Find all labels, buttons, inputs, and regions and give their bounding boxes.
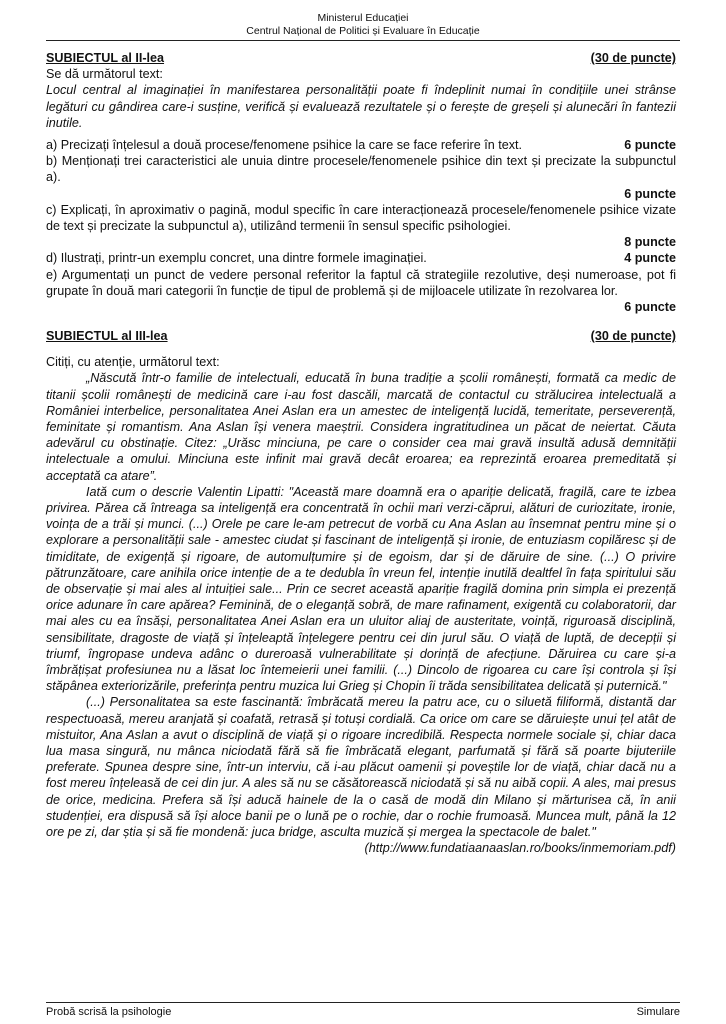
item-d bbox=[46, 250, 676, 266]
item-c-points: 8 puncte bbox=[624, 235, 676, 250]
item-e-text: e) Argumentați un punct de vedere personal referitor la faptul că strategiile rezolutive, deși numeroase, pot fi grupate în două mari categorii în funcție de tipul de problemă și de mijloacele utilizate în rezolvarea lor. bbox=[46, 267, 676, 298]
item-a-points: 6 puncte bbox=[624, 138, 676, 153]
section-2-heading bbox=[46, 50, 676, 66]
section-2 bbox=[46, 50, 676, 315]
text-source: (http://www.fundatiaanaaslan.ro/books/inmemoriam.pdf) bbox=[364, 841, 676, 856]
item-b-points: 6 puncte bbox=[624, 186, 676, 201]
header-divider bbox=[46, 40, 680, 41]
item-b-text: b) Menționați trei caracteristici ale unuia dintre procesele/fenomenele psihice din text și precizate la subpunctul a). bbox=[46, 154, 676, 185]
section-2-title: SUBIECTUL al II-lea bbox=[46, 51, 165, 65]
page-footer bbox=[46, 1006, 680, 1018]
page-header bbox=[0, 12, 726, 38]
text-paragraph-3: (...) Personalitatea sa este fascinantă: îmbrăcată mereu la patru ace, cu o siluetă filiformă, distantă dar respectuoasă, mereu aranjată și coafată, retrasă și totuși cordială. Ca orice om care se dăruiește unui țel atât de mistuitor, Ana Aslan a avut o disciplină de viață și o rigoare incredibilă. Respecta normele sociale și, chiar daca lua masa singură, nu mânca niciodată fără să fie îmbrăcată elegant, parfumată și fără să poarte bijuteriile preferate. Spunea despre sine, într-un interviu, că i-au plăcut oamenii și poveștile lor de viață, chiar dacă nu a fost mereu înțeleasă de cei din jur. A ales să nu se căsătorească niciodată și să nu aibă copii. A ales, mai presus de orice, medicina. Prefera să își aducă hainele de la o casă de modă din Milano și mărturisea că, în anii studenției, era dispusă să își aloce banii pe o lună pe o rochie, dar o rochie frumoasă. Muncea mult, până la 12 ore pe zi, dar știa și să fie mondenă: juca bridge, asculta muzică și mergea la spectacole de balet." bbox=[46, 695, 676, 840]
section-2-points: (30 de puncte) bbox=[590, 51, 676, 65]
footer-subject: Probă scrisă la psihologie bbox=[46, 1006, 172, 1018]
section-2-intro: Se dă următorul text: bbox=[46, 67, 163, 82]
section-3-intro: Citiți, cu atenție, următorul text: bbox=[46, 355, 220, 370]
item-d-text: d) Ilustrați, printr-un exemplu concret, una dintre formele imaginației. bbox=[46, 251, 427, 266]
item-e-points: 6 puncte bbox=[624, 300, 676, 315]
item-c-text: c) Explicați, în aproximativ o pagină, modul specific în care interacționează procesele/fenomenele psihice vizate de text și precizate la subpunctul a), utilizând termenii în sensul specific psihologiei. bbox=[46, 202, 676, 234]
section-3-heading bbox=[46, 328, 676, 344]
footer-exam-type: Simulare bbox=[636, 1006, 680, 1018]
section-3-title: SUBIECTUL al III-lea bbox=[46, 329, 168, 343]
item-a bbox=[46, 137, 676, 153]
text-paragraph-1: „Născută într-o familie de intelectuali, educată în buna tradiție a școlii românești, formată ca medic de titanii școlii românești de medicină care i-au fost dascăli, marcată de contactul cu strălucirea intelectuală a României interbelice, personalitatea Anei Aslan era un amestec de inteligență lucidă, temeritate, perseverență, feminitate și romantism. Ana Aslan își venera maeștrii. Considera ingratitudinea un păcat de neiertat. Căuta adevărul cu obstinație. Citez: „Urăsc minciuna, pe care o consider cea mai gravă insultă adusă demnității intelectuale a omului. Minciuna este infinit mai gravă decât eroarea; ea reprezintă eroarea premeditată și acceptată ca atare”. bbox=[46, 371, 676, 483]
text-paragraph-2: Iată cum o descrie Valentin Lipatti: "Această mare doamnă era o apariție delicată, fragilă, care te izbea privirea. Părea că întreaga sa inteligență era concentrată în ochii mari verzi-căprui, alături de curiozitate, ironie, voința de a trăi și munci. (...) Orele pe care le-am petrecut de vorbă cu Ana Aslan au însemnat pentru mine și o explorare a personalității sale - amestec ciudat și fascinant de inteligență și ironie, de entuziasm copilăresc și de timiditate, de exigență și rigoare, de automulțumire și de egoism, dar și de dăruire de sine. (...) O privire pătrunzătoare, care anihila orice intenție de a te dedubla în vreun fel, intenție inutilă dealtfel în fața spiritului său de observație și mai ales al intuiției sale... Prin ce secret această apariție fragilă domina prin simpla ei prezență orice adunare în care apărea? Feminină, de o eleganță sobră, de mare rafinament, exigentă cu colaboratorii, dar mai ales cu ea însăși, personalitatea Anei Aslan era un uluitor aliaj de austeritate, voință, riguroasă disciplină, sensibilitate, dragoste de viață și înțeleaptă înțelegere pentru cei din jurul său. O viață de luptă, de decepții și triumf, îngropase undeva adânc o dureroasă vulnerabilitate și dorință de afecțiune. Dăruirea cu care și-a îmbrățișat profesiunea nu a lăsat loc întemeierii unei familii. (...) Dincolo de rigoarea cu care își controla și își stăpânea exteriorizările, preferința pentru muzica lui Grieg și Chopin îi trăda sensibilitatea delicată și puternică." bbox=[46, 484, 676, 694]
section-3-points: (30 de puncte) bbox=[590, 329, 676, 343]
item-a-text: a) Precizați înțelesul a două procese/fenomene psihice la care se face referire în text. bbox=[46, 138, 523, 153]
section-3 bbox=[46, 328, 676, 857]
section-2-quote: Locul central al imaginației în manifestarea personalității poate fi îndeplinit numai în condițiile unei strânse legături cu gândirea care-i susține, verifică și evaluează rezultatele și o ferește de greșeli și alunecări în fantezii inutile. bbox=[46, 83, 676, 130]
item-d-points: 4 puncte bbox=[624, 251, 676, 266]
footer-divider bbox=[46, 1002, 680, 1003]
ministry-name: Ministerul Educației bbox=[317, 12, 409, 24]
center-name: Centrul Național de Politici și Evaluare în Educație bbox=[246, 25, 480, 37]
